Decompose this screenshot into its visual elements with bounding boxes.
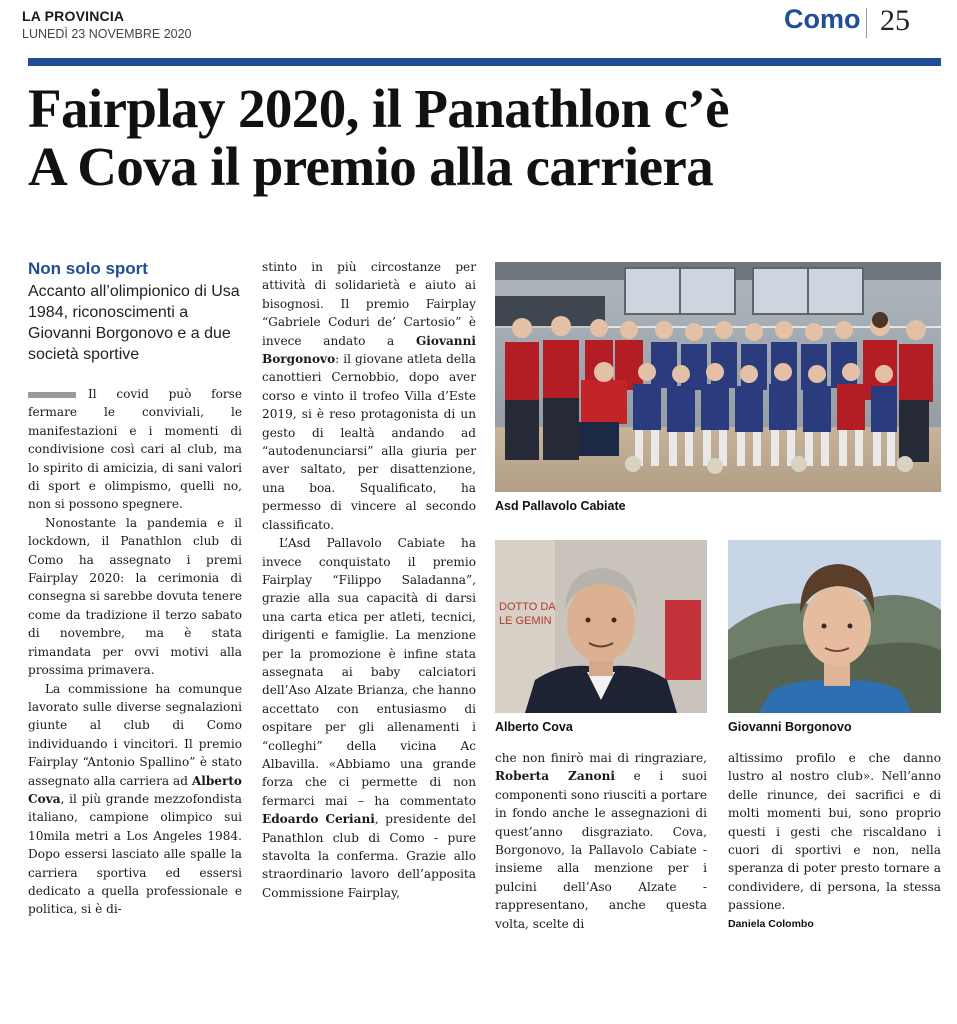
cova-photo-image	[495, 540, 707, 713]
backdrop-text: DOTTO DA	[499, 601, 556, 613]
paragraph: Nonostante la pandemia e il lockdown, il Panathlon club di Como ha assegnato i premi Fairplay 2020: la cerimonia di consegna si sarebbe dovuta tenere come da tradizione il terzo sabato di novembre, ma è stata rimandata per ovvi motivi alla prossima primavera.	[28, 515, 243, 678]
paragraph	[28, 385, 242, 514]
paragraph	[495, 749, 707, 933]
paragraph-text: stinto in più circostanze per attività di solidarietà e aiuto ai bisognosi. Il premio Fairplay “Gabriele Coduri de’ Cartosio” è invece andato a	[262, 260, 476, 348]
body-column-2	[262, 258, 476, 902]
cova-photo	[495, 540, 707, 713]
kicker: Non solo sport	[28, 259, 148, 278]
backdrop-text: LE GEMIN	[499, 615, 552, 627]
lead-marker	[28, 392, 76, 398]
paragraph-text: : il giovane atleta della canottieri Cernobbio, dopo aver corso e vinto il trofeo Villa d’Este 2019, si è reso protagonista di un gesto di lealtà andando ad “autodenunciarsi” alla giuria per aver saltato, per disattenzione, una boa. Squalificato, ha permesso di vincere al secondo classificato.	[262, 352, 476, 532]
paragraph	[262, 534, 476, 902]
section-name: Como	[784, 4, 861, 34]
paragraph	[28, 680, 242, 919]
paragraph-text: La commissione ha comunque lavorato sulle diverse segnalazioni giunte al club di Como individuando i vincitori. Il premio Fairplay “Antonio Spallino” è stato assegnato alla carriera ad	[28, 681, 242, 788]
headline-line-1: Fairplay 2020, il Panathlon c’è	[28, 78, 729, 139]
borgonovo-photo	[728, 540, 941, 713]
borgonovo-photo-caption: Giovanni Borgonovo	[728, 720, 852, 734]
paragraph: altissimo profilo e che danno lustro al nostro club». Nell’anno delle rinunce, dei sacrifici e di molti momenti bui, sono proprio questi i gesti che riscaldano i cuori di sportivi e non, nella speranza di poter presto tornare a condividere, di persona, la stessa passione.	[728, 751, 941, 913]
person-name: Alberto Cova	[28, 773, 242, 806]
team-photo	[495, 262, 941, 492]
headline	[28, 80, 948, 196]
header-rule	[28, 58, 941, 66]
body-column-4	[728, 749, 941, 933]
author-signature: Daniela Colombo	[728, 917, 814, 930]
summary: Accanto all’olimpionico di Usa 1984, riconoscimenti a Giovanni Borgonovo e a due società sportive	[28, 283, 240, 363]
paragraph-text: e i suoi componenti sono riusciti a portare in fondo anche le assegnazioni di quest’anno disgraziato. Cova, Borgonovo, la Pallavolo Cabiate - insieme alla menzione per i pulcini dell’Aso Alzate - rappresentano, anche questa volta, scelte di	[495, 769, 708, 931]
team-photo-image	[495, 262, 941, 492]
page-number: 25	[880, 4, 910, 37]
paragraph	[262, 258, 476, 534]
person-name: Giovanni Borgonovo	[262, 333, 476, 367]
body-column-3	[495, 749, 707, 933]
paragraph-text: , presidente del Panathlon club di Como - pure stavolta la conferma. Grazie allo straordinario lavoro dell’apposita Commissione Fairplay,	[262, 812, 476, 900]
person-name: Roberta Zanoni	[495, 769, 615, 784]
paragraph-text: Il covid può forse fermare le conviviali, le manifestazioni e i momenti di condivisione così cari al club, ma lo spirito di amicizia, di sani valori di sport e olimpismo, quelli no, non si possono spegnere.	[28, 387, 242, 512]
newspaper-name: LA PROVINCIA	[22, 8, 125, 24]
body-column-1	[28, 385, 242, 919]
headline-line-2: A Cova il premio alla carriera	[28, 136, 714, 197]
paragraph-text: L’Asd Pallavolo Cabiate ha invece conquistato il premio Fairplay “Filippo Saladanna”, grazie alla sua capacità di darsi una carta etica per atleti, tecnici, dirigenti e famiglie. La menzione per la promozione è infine stata assegnata ai baby calciatori dell’Aso Alzate Brianza, che hanno accettato con entusiasmo di ospitare per gli allenamenti i “colleghi” della vicina Ac Albavilla. «Abbiamo una grande forza che ci permette di non fermarci mai – ha commentato	[262, 536, 476, 808]
team-photo-caption: Asd Pallavolo Cabiate	[495, 499, 626, 513]
issue-date: LUNEDÌ 23 NOVEMBRE 2020	[22, 27, 192, 41]
person-name: Edoardo Ceriani	[262, 812, 375, 827]
cova-photo-caption: Alberto Cova	[495, 720, 573, 734]
borgonovo-photo-image	[728, 540, 941, 713]
masthead-divider	[866, 8, 867, 38]
paragraph-text: che non finirò mai di ringraziare,	[495, 751, 707, 765]
paragraph-text: , il più grande mezzofondista italiano, campione olimpico sui 10mila metri a Los Angeles 1984. Dopo essersi lasciato alle spalle la carriera sportiva ed essersi dedicato a quella professionale e politica, si è di-	[28, 791, 242, 917]
